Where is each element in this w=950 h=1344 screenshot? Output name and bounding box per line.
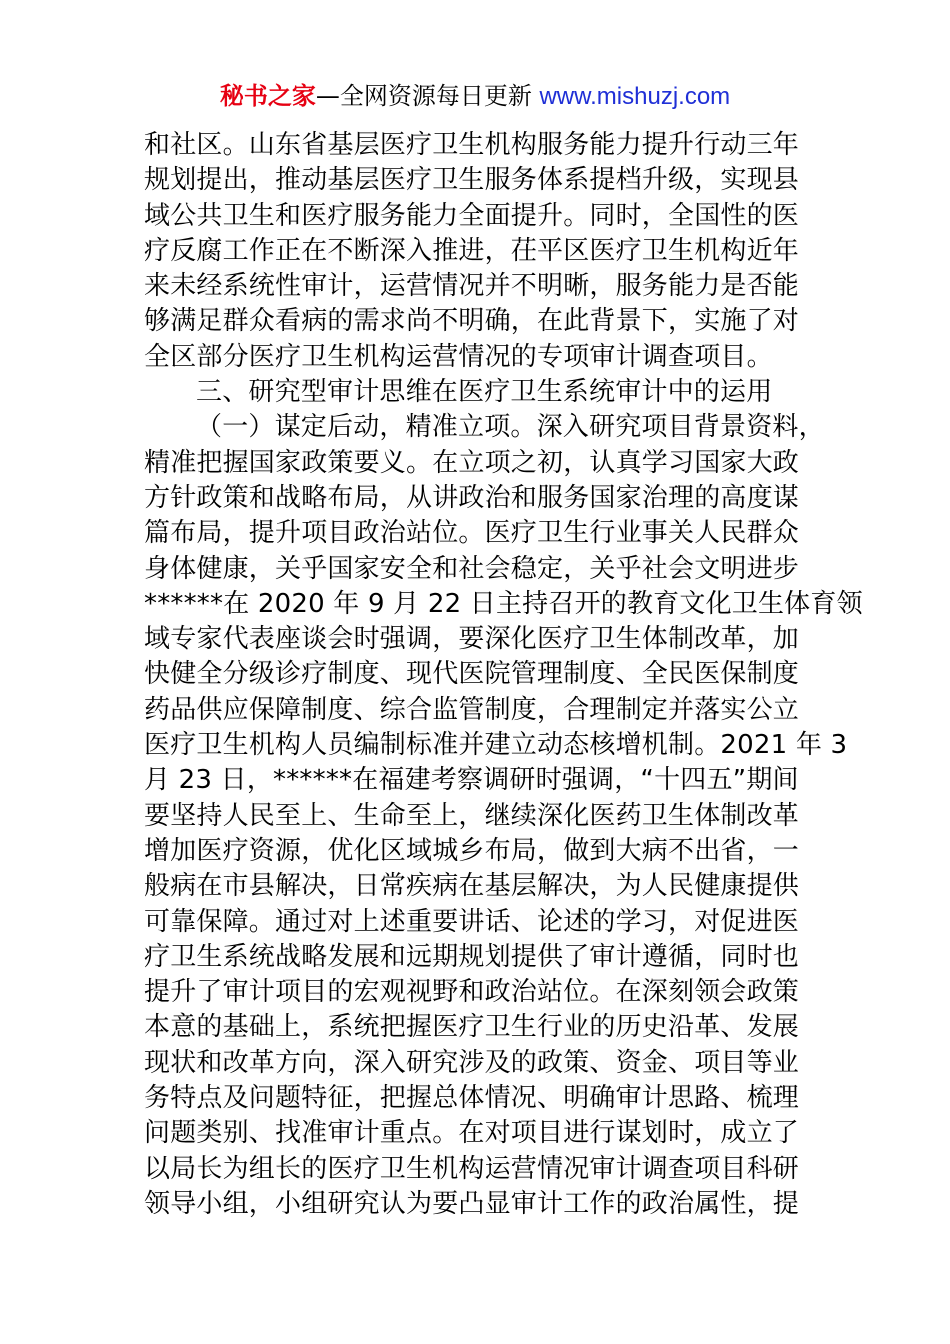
site-header: [0, 80, 950, 113]
text-line: 般病在市县解决，日常疾病在基层解决，为人民健康提供: [144, 871, 800, 902]
text-line: ******在 2020 年 9 月 22 日主持召开的教育文化卫生体育领: [144, 588, 863, 619]
site-tagline: —全网资源每日更新: [315, 82, 540, 110]
subsection-heading-line: （一）谋定后动，精准立项。深入研究项目背景资料，: [196, 412, 825, 443]
text-line: 问题类别、找准审计重点。在对项目进行谋划时，成立了: [144, 1118, 800, 1149]
text-line: 现状和改革方向，深入研究涉及的政策、资金、项目等业: [144, 1047, 800, 1078]
text-line: 疗反腐工作正在不断深入推进，茌平区医疗卫生机构近年: [144, 235, 800, 266]
text-line: 医疗卫生机构人员编制标准并建立动态核增机制。2021 年 3: [144, 730, 848, 761]
text-line: 本意的基础上，系统把握医疗卫生行业的历史沿革、发展: [144, 1012, 800, 1043]
text-line: 身体健康，关乎国家安全和社会稳定，关乎社会文明进步: [144, 553, 800, 584]
text-line: 增加医疗资源，优化区域城乡布局，做到大病不出省，一: [144, 835, 800, 866]
text-line: 疗卫生系统战略发展和远期规划提供了审计遵循，同时也: [144, 941, 800, 972]
text-line: 域公共卫生和医疗服务能力全面提升。同时，全国性的医: [144, 200, 800, 231]
text-line: 规划提出，推动基层医疗卫生服务体系提档升级，实现县: [144, 165, 800, 196]
text-line: 域专家代表座谈会时强调，要深化医疗卫生体制改革，加: [144, 624, 800, 655]
section-heading: 三、研究型审计思维在医疗卫生系统审计中的运用: [196, 377, 773, 408]
text-line: 够满足群众看病的需求尚不明确，在此背景下，实施了对: [144, 306, 800, 337]
site-url-link[interactable]: www.mishuzj.com: [539, 83, 731, 110]
text-line: 要坚持人民至上、生命至上，继续深化医药卫生体制改革: [144, 800, 800, 831]
text-line: 精准把握国家政策要义。在立项之初，认真学习国家大政: [144, 447, 800, 478]
site-brand: 秘书之家: [219, 82, 316, 110]
document-body: [144, 128, 863, 1222]
text-line: 可靠保障。通过对上述重要讲话、论述的学习，对促进医: [144, 906, 800, 937]
text-line: 以局长为组长的医疗卫生机构运营情况审计调查项目科研: [144, 1153, 800, 1184]
text-line: 务特点及问题特征，把握总体情况、明确审计思路、梳理: [144, 1083, 800, 1114]
text-line: 来未经系统性审计，运营情况并不明晰，服务能力是否能: [144, 271, 800, 302]
text-line: 领导小组，小组研究认为要凸显审计工作的政治属性，提: [144, 1188, 800, 1219]
text-line: 和社区。山东省基层医疗卫生机构服务能力提升行动三年: [144, 130, 800, 160]
text-line: 快健全分级诊疗制度、现代医院管理制度、全民医保制度: [144, 659, 800, 690]
text-line: 月 23 日，******在福建考察调研时强调，“十四五”期间: [144, 765, 799, 796]
text-line: 药品供应保障制度、综合监管制度，合理制定并落实公立: [144, 694, 800, 725]
text-line: 全区部分医疗卫生机构运营情况的专项审计调查项目。: [144, 341, 773, 372]
text-line: 提升了审计项目的宏观视野和政治站位。在深刻领会政策: [144, 977, 800, 1008]
text-line: 篇布局，提升项目政治站位。医疗卫生行业事关人民群众: [144, 518, 800, 549]
text-line: 方针政策和战略布局，从讲政治和服务国家治理的高度谋: [144, 482, 800, 513]
